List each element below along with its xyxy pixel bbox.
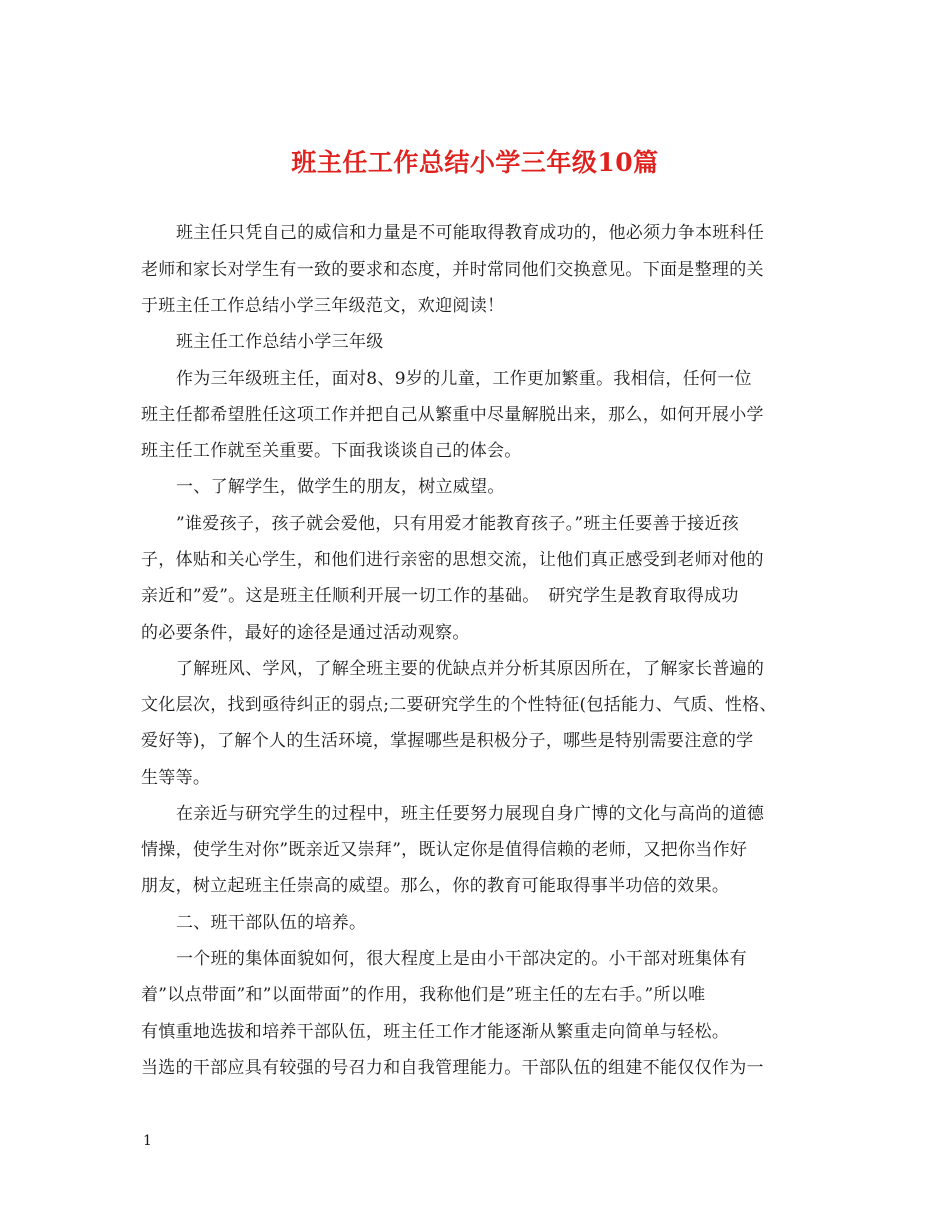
text-line: 亲近和”爱”。这是班主任顺利开展一切工作的基础。 研究学生是教育取得成功 xyxy=(141,586,739,606)
text-line: 有慎重地选拔和培养干部队伍，班主任工作才能逐渐从繁重走向简单与轻松。 xyxy=(141,1022,730,1042)
text-line: 子，体贴和关心学生，和他们进行亲密的思想交流，让他们真正感受到老师对他的 xyxy=(141,550,764,570)
document-title: 班主任工作总结小学三年级10篇 xyxy=(291,148,659,177)
text-line: 老师和家长对学生有一致的要求和态度，并时常同他们交换意见。下面是整理的关 xyxy=(141,260,764,280)
page-number: 1 xyxy=(143,1133,152,1149)
text-line: 于班主任工作总结小学三年级范文，欢迎阅读！ xyxy=(141,296,505,316)
text-line: 当选的干部应具有较强的号召力和自我管理能力。干部队伍的组建不能仅仅作为一 xyxy=(141,1058,764,1078)
text-line: 一个班的集体面貌如何，很大程度上是由小干部决定的。小干部对班集体有 xyxy=(176,949,747,969)
text-line: 作为三年级班主任，面对8、9岁的儿童，工作更加繁重。我相信，任何一位 xyxy=(176,369,752,389)
text-line: 朋友，树立起班主任崇高的威望。那么，你的教育可能取得事半功倍的效果。 xyxy=(141,876,730,896)
text-line: 着”以点带面”和”以面带面”的作用，我称他们是”班主任的左右手。”所以唯 xyxy=(141,985,706,1005)
text-line: 了解班风、学风，了解全班主要的优缺点并分析其原因所在，了解家长普遍的 xyxy=(176,659,765,679)
text-line: 一、了解学生，做学生的朋友，树立威望。 xyxy=(176,477,505,497)
text-line: 班主任都希望胜任这项工作并把自己从繁重中尽量解脱出来，那么，如何开展小学 xyxy=(141,405,764,425)
text-line: 爱好等)，了解个人的生活环境，掌握哪些是积极分子，哪些是特别需要注意的学 xyxy=(141,731,754,751)
text-line: 的必要条件，最好的途径是通过活动观察。 xyxy=(141,623,470,643)
text-line: 文化层次，找到亟待纠正的弱点;二要研究学生的个性特征(包括能力、气质、性格、 xyxy=(141,695,777,715)
text-line: 班主任工作就至关重要。下面我谈谈自己的体会。 xyxy=(141,441,522,461)
text-line: 班主任只凭自己的威信和力量是不可能取得教育成功的，他必须力争本班科任 xyxy=(176,223,765,243)
text-line: 二、班干部队伍的培养。 xyxy=(176,913,367,933)
text-line: ”谁爱孩子，孩子就会爱他，只有用爱才能教育孩子。”班主任要善于接近孩 xyxy=(176,514,740,534)
text-line: 班主任工作总结小学三年级 xyxy=(176,332,384,352)
text-line: 生等等。 xyxy=(141,768,211,788)
text-line: 情操，使学生对你”既亲近又崇拜”，既认定你是值得信赖的老师，又把你当作好 xyxy=(141,840,748,860)
text-line: 在亲近与研究学生的过程中，班主任要努力展现自身广博的文化与高尚的道德 xyxy=(176,804,765,824)
